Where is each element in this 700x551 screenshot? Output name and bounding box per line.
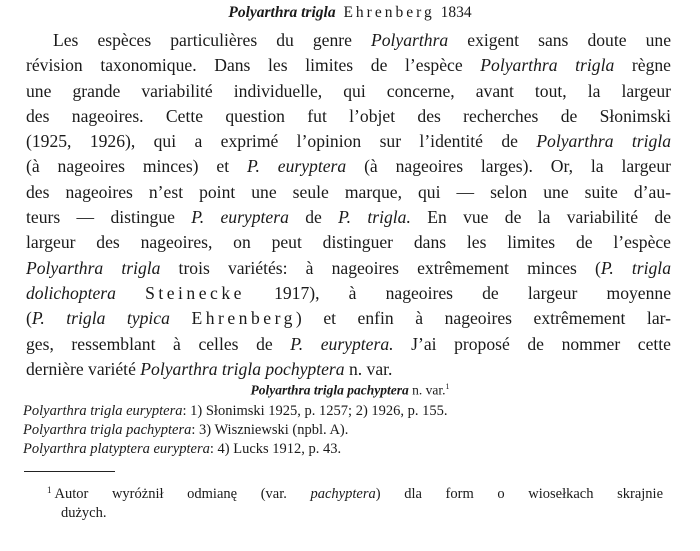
text: trois variétés: à nageoires extrêmement minces ( [160, 257, 601, 278]
text: de [288, 207, 339, 228]
italic-text: Polyarthra trigla [480, 55, 615, 76]
paragraph-line [26, 256, 671, 281]
synonym-name: Polyarthra trigla pachyptera [23, 422, 192, 438]
synonym-refs: : 4) Lucks 1912, p. 43. [209, 441, 342, 457]
spaced-author: Steinecke [145, 282, 245, 303]
footnote-text: Autor wyróżnił odmianę (var. [54, 486, 311, 502]
synonym-entry [23, 440, 623, 459]
italic-text: P. trigla [600, 257, 671, 278]
synonym-refs: : 3) Wiszniewski (npbl. A). [191, 422, 349, 438]
italic-text: P. euryptera [247, 156, 347, 177]
variety-name: Polyarthra trigla pachyptera [250, 382, 409, 398]
text: (1925, 1926), qui a exprimé l’opinion sur l’identité de [26, 131, 537, 152]
footnote [47, 481, 663, 523]
text: largeur des nageoires, on peut distinguer dans les limites de l’espèce [26, 232, 671, 253]
text: (à nageoires minces) et [26, 156, 248, 177]
text: des nageoires n’est point une seule marque, qui — selon une suite d’au- [26, 181, 671, 202]
text: exigent sans doute une [448, 30, 671, 50]
text: 1917), à nageoires de largeur moyenne [244, 282, 671, 303]
synonym-entry [23, 402, 623, 421]
footnote-divider [24, 471, 115, 472]
text: J’ai proposé de nommer cette [393, 333, 671, 354]
paragraph-line [26, 53, 671, 78]
synonym-refs: : 1) Słonimski 1925, p. 1257; 2) 1926, p. 155. [182, 403, 448, 419]
paragraph-line [26, 129, 671, 154]
text: ges, ressemblant à celles de [26, 333, 291, 354]
paragraph-line [26, 205, 671, 230]
italic-text: Polyarthra trigla pochyptera [140, 358, 345, 379]
paragraph-line [26, 306, 671, 331]
variety-heading [0, 378, 700, 400]
text [170, 308, 192, 328]
footnote-text: ) dla form o wiosełkach skrajnie [375, 486, 664, 502]
text: n. var. [344, 358, 393, 379]
section-title [0, 3, 700, 23]
footnote-mark: 1 [47, 485, 52, 495]
species-author: Ehrenberg [343, 4, 435, 21]
italic-text: dolichoptera [26, 282, 116, 303]
text: Les espèces particulières du genre [53, 30, 371, 50]
footnote-italic: pachyptera [310, 486, 376, 502]
paragraph-line [26, 230, 671, 255]
text: une grande variabilité individuelle, qui concerne, avant tout, la largeur [26, 80, 671, 101]
footnote-reference: 1 [445, 382, 450, 391]
text: En vue de la variabilité de [410, 207, 672, 228]
paragraph-line [26, 180, 671, 205]
paragraph-line [26, 154, 671, 179]
italic-text: P. trigla. [338, 207, 411, 228]
text: ( [26, 308, 32, 329]
synonym-name: Polyarthra trigla euryptera [23, 403, 183, 419]
italic-text: P. trigla typica [31, 308, 170, 329]
main-paragraph [26, 28, 671, 382]
paragraph-line [26, 104, 671, 129]
text: règne [614, 55, 671, 76]
paragraph-line [26, 332, 671, 357]
italic-text: Polyarthra trigla [26, 257, 161, 278]
italic-text: Polyarthra trigla [536, 131, 672, 152]
italic-text: P. euryptera. [290, 333, 394, 354]
text: ) et enfin à nageoires extrêmement lar- [295, 308, 671, 329]
variety-suffix: n. var. [412, 382, 446, 398]
paragraph-line [26, 28, 671, 53]
species-year: 1834 [440, 4, 472, 21]
text: dernière variété [26, 358, 141, 379]
text: (à nageoires larges). Or, la largeur [346, 156, 671, 177]
paragraph-line [26, 79, 671, 104]
footnote-line [47, 481, 663, 504]
spaced-author: Ehrenberg [191, 308, 296, 329]
italic-text: Polyarthra [371, 30, 449, 50]
paragraph-line [26, 281, 671, 306]
text [116, 283, 145, 303]
footnote-line: dużych. [61, 505, 107, 521]
synonym-list [23, 402, 623, 459]
text: teurs — distingue [26, 207, 192, 228]
text: des nageoires. Cette question fut l’objet des recherches de Słonimski [26, 105, 671, 126]
italic-text: P. euryptera [191, 207, 289, 228]
text: révision taxonomique. Dans les limites de l’espèce [26, 55, 481, 76]
synonym-name: Polyarthra platyptera euryptera [23, 441, 210, 457]
species-name: Polyarthra trigla [228, 4, 336, 21]
synonym-entry [23, 421, 623, 440]
